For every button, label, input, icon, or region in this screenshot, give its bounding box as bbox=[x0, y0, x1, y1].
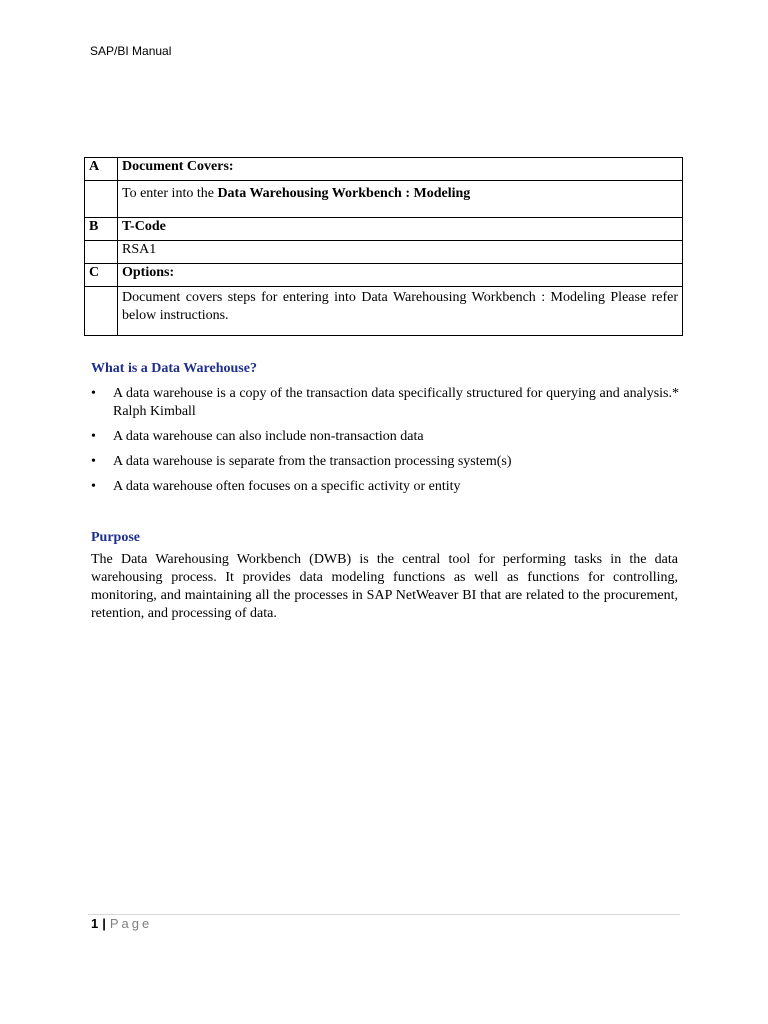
data-warehouse-bullet-list bbox=[91, 385, 679, 503]
purpose-paragraph: The Data Warehousing Workbench (DWB) is the central tool for performing tasks in the data warehousing process. It provides data modeling functions as well as functions for controlling, monitoring, and maintaining all the processes in SAP NetWeaver BI that are related to the procurement, retention, and processing of data. bbox=[91, 552, 678, 621]
page-footer bbox=[91, 916, 152, 931]
options-heading: Options: bbox=[118, 264, 683, 287]
bullet-text: A data warehouse is separate from the transaction processing system(s) bbox=[113, 454, 512, 469]
row-letter-c: C bbox=[85, 264, 118, 287]
table-row bbox=[85, 181, 683, 218]
bullet-icon: • bbox=[91, 429, 96, 444]
table-row bbox=[85, 158, 683, 181]
covers-bold-text: Data Warehousing Workbench : Modeling bbox=[217, 186, 471, 201]
bullet-text: A data warehouse is a copy of the transaction data specifically structured for querying and analysis.* Ralph Kimball bbox=[113, 386, 679, 419]
tcode-heading: T-Code bbox=[118, 218, 683, 241]
empty-cell bbox=[85, 181, 118, 218]
covers-prefix: To enter into the bbox=[122, 186, 218, 201]
bullet-icon: • bbox=[91, 454, 96, 469]
row-letter-b: B bbox=[85, 218, 118, 241]
table-row bbox=[85, 264, 683, 287]
bullet-icon: • bbox=[91, 479, 96, 494]
document-info-table bbox=[84, 157, 683, 336]
list-item bbox=[91, 385, 679, 421]
bullet-text: A data warehouse can also include non-transaction data bbox=[113, 429, 424, 444]
bullet-text: A data warehouse often focuses on a specific activity or entity bbox=[113, 479, 461, 494]
list-item bbox=[91, 478, 679, 496]
empty-cell bbox=[85, 241, 118, 264]
row-letter-a: A bbox=[85, 158, 118, 181]
data-warehouse-heading: What is a Data Warehouse? bbox=[91, 361, 257, 376]
document-covers-content bbox=[118, 181, 683, 218]
list-item bbox=[91, 453, 679, 471]
table-row bbox=[85, 218, 683, 241]
footer-divider bbox=[88, 914, 680, 915]
options-content: Document covers steps for entering into Data Warehousing Workbench : Modeling Please refer below instructions. bbox=[118, 287, 683, 336]
page-label: Page bbox=[109, 916, 153, 931]
footer-separator: | bbox=[102, 916, 106, 931]
bullet-icon: • bbox=[91, 386, 96, 401]
page-number: 1 bbox=[91, 916, 99, 931]
tcode-value: RSA1 bbox=[118, 241, 683, 264]
list-item bbox=[91, 428, 679, 446]
page-header: SAP/BI Manual bbox=[90, 44, 172, 58]
purpose-heading: Purpose bbox=[91, 530, 140, 545]
table-row bbox=[85, 241, 683, 264]
document-covers-heading: Document Covers: bbox=[118, 158, 683, 181]
table-row bbox=[85, 287, 683, 336]
empty-cell bbox=[85, 287, 118, 336]
